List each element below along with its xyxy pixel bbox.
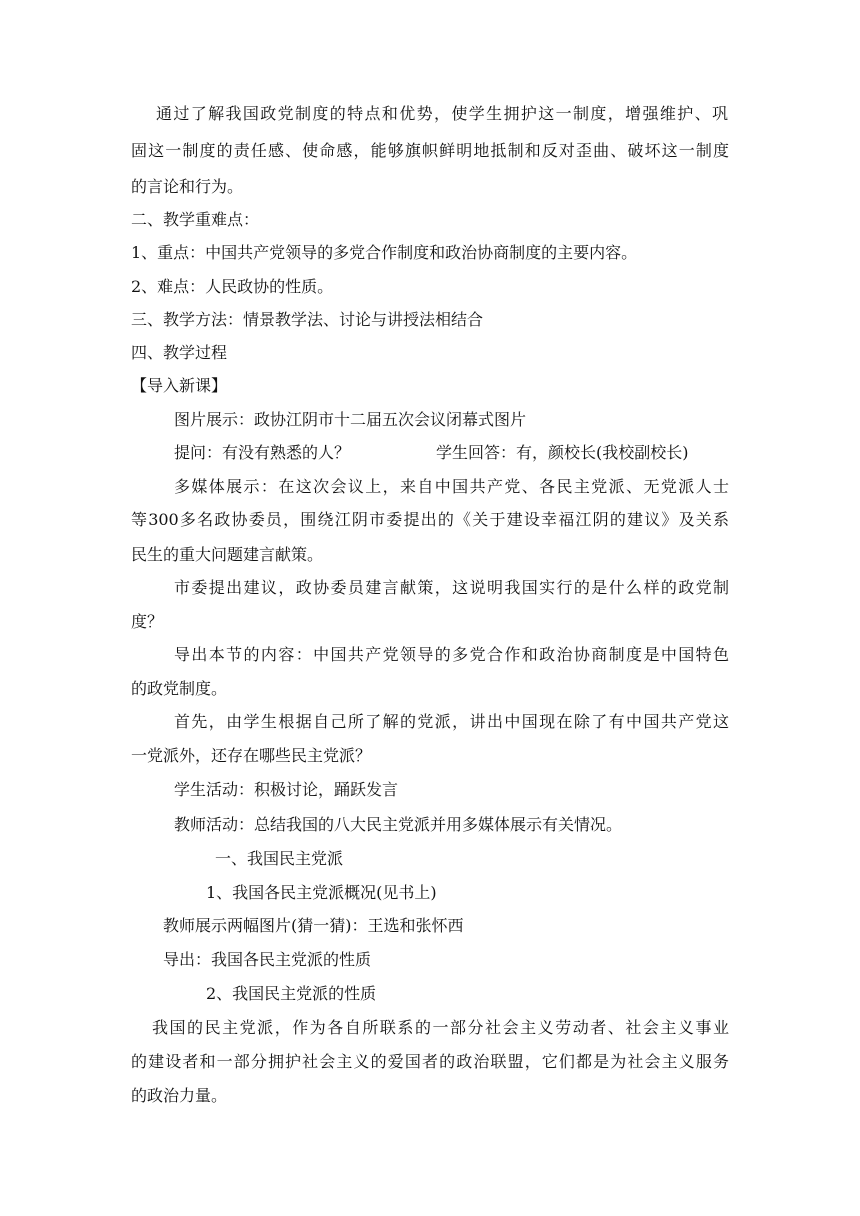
section-heading-key-points: 二、教学重难点： [131,210,260,229]
part1-lead: 导出：我国各民主党派的性质 [163,950,372,969]
section-heading-methods: 三、教学方法：情景教学法、讨论与讲授法相结合 [131,310,484,329]
lead-line-2: 的政党制度。 [131,679,228,698]
intro-heading: 【导入新课】 [131,376,228,395]
key-point-2: 2、难点：人民政协的性质。 [131,277,334,296]
first-line-2: 一党派外，还存在哪些民主党派？ [131,746,372,765]
media-line-1: 多媒体展示：在这次会议上，来自中国共产党、各民主党派、无党派人士 [174,477,729,496]
part1-heading: 一、我国民主党派 [215,849,344,868]
objective-line-3: 的言论和行为。 [131,177,244,196]
ask-line-1: 市委提出建议，政协委员建言献策，这说明我国实行的是什么样的政党制 [174,578,729,597]
part1-sub1: 1、我国各民主党派概况(见书上) [206,883,437,902]
intro-picture: 图片展示：政协江阴市十二届五次会议闭幕式图片 [174,410,527,429]
part1-sub2: 2、我国民主党派的性质 [206,984,377,1003]
nature-para-line-2: 的建设者和一部分拥护社会主义的爱国者的政治联盟，它们都是为社会主义服务 [131,1052,729,1071]
student-activity: 学生活动：积极讨论，踊跃发言 [174,780,399,799]
teacher-activity: 教师活动：总结我国的八大民主党派并用多媒体展示有关情况。 [174,815,623,834]
objective-line-1: 通过了解我国政党制度的特点和优势，使学生拥护这一制度，增强维护、巩 [156,104,728,123]
nature-para-line-3: 的政治力量。 [131,1086,228,1105]
first-line-1: 首先，由学生根据自己所了解的党派，讲出中国现在除了有中国共产党这 [174,712,729,731]
media-line-3: 民生的重大问题建言献策。 [131,545,324,564]
ask-line-2: 度？ [131,612,164,631]
objective-line-2: 固这一制度的责任感、使命感，能够旗帜鲜明地抵制和反对歪曲、破坏这一制度 [131,141,729,160]
intro-question: 提问：有没有熟悉的人？ [174,443,351,462]
nature-para-line-1: 我国的民主党派，作为各自所联系的一部分社会主义劳动者、社会主义事业 [152,1018,729,1037]
intro-answer: 学生回答：有，颜校长(我校副校长) [436,443,689,462]
part1-pictures: 教师展示两幅图片(猜一猜)：王选和张怀西 [163,916,464,935]
section-heading-process: 四、教学过程 [131,343,228,362]
lead-line-1: 导出本节的内容：中国共产党领导的多党合作和政治协商制度是中国特色 [174,645,729,664]
media-line-2: 等300多名政协委员，围绕江阴市委提出的《关于建设幸福江阴的建议》及关系 [131,510,729,529]
key-point-1: 1、重点：中国共产党领导的多党合作制度和政治协商制度的主要内容。 [131,243,638,262]
